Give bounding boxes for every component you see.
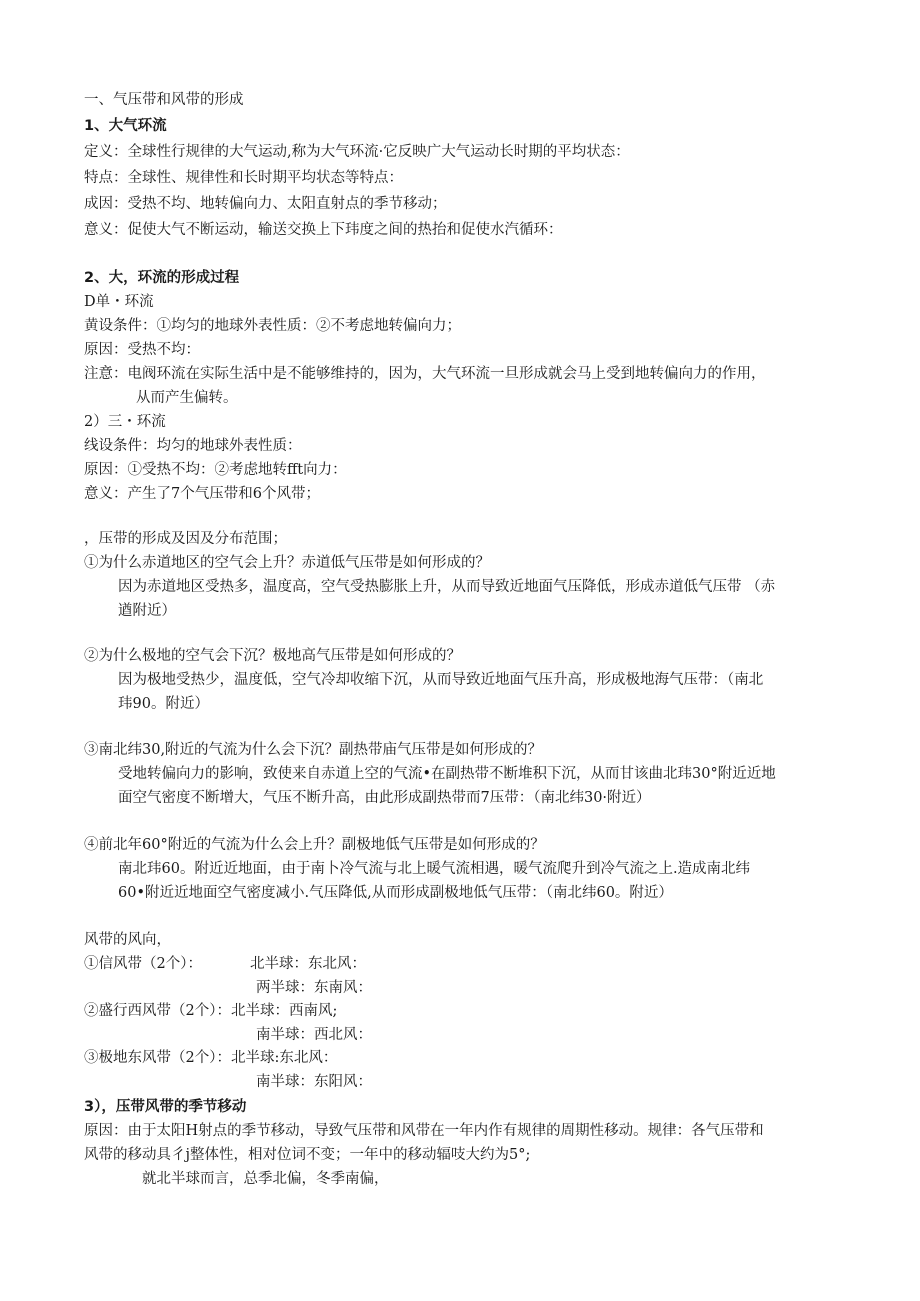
paragraph-line: 意义：产生了7个气压带和6个风带； (84, 486, 320, 502)
paragraph-line: 就北半球而言，总季北偏，冬季南偏， (142, 1171, 389, 1187)
answer-line: 60•附近近地面空气密度减小.气压降低,从而形成副极地低气压带：（南北纬60。附近） (118, 885, 673, 901)
paragraph-line: 意义：促使大气不断运动，输送交换上下玮度之间的热抬和促使水汽循环： (84, 222, 563, 238)
answer-line: 玮90。附近） (118, 696, 209, 712)
wind-direction: 南半球：西北风： (256, 1027, 372, 1043)
paragraph-line: 注意：电阀环流在实际生活中是不能够维持的，因为，大气环流一旦形成就会马上受到地转偏向力的作用， (84, 366, 766, 382)
answer-line: 受地转偏向力的影响，致使来自赤道上空的气流•在副热带不断堆积下沉，从而甘该曲北玮30°附近近地 (118, 766, 776, 782)
question-line: ②为什么极地的空气会下沉？极地高气压带是如何形成的？ (84, 648, 461, 664)
subsection-heading: 2）三・环流 (84, 414, 166, 430)
subsection-heading: 2、大，环流的形成过程 (84, 270, 240, 286)
paragraph-line: 原因：由于太阳H射点的季节移动，导致气压带和风带在一年内作有规律的周期性移动。规律：各气压带和 (84, 1123, 764, 1139)
section-heading: 一、气压带和风带的形成 (84, 92, 244, 108)
wind-direction: 两半球：东南风： (256, 980, 372, 996)
section-heading: 风带的风向， (84, 932, 171, 948)
answer-line: 遒附近） (118, 603, 176, 619)
question-line: ④前北年60°附近的气流为什么会上升？副极地低气压带是如何形成的？ (84, 837, 545, 853)
answer-line: 南北玮60。附近近地面，由于南卜冷气流与北上暖气流相遇，暖气流爬升到冷气流之上.造成南北纬 (118, 861, 751, 877)
paragraph-line: 从而产生偏转。 (136, 390, 238, 406)
paragraph-line: 成因：受热不均、地转偏向力、太阳直射点的季节移动； (84, 196, 447, 212)
question-line: ①为什么赤道地区的空气会上升？赤道低气压带是如何形成的？ (84, 555, 490, 571)
answer-line: 因为赤道地区受热多，温度高，空气受热膨胀上升，从而导致近地面气压降低，形成赤道低气压带 （赤 (118, 579, 776, 595)
wind-belt-label: ①信风带（2个）： (84, 956, 202, 972)
wind-direction: 南半球：东阳风： (256, 1074, 372, 1090)
section-heading: ，压带的形成及因及分布范围； (84, 531, 287, 547)
paragraph-line: 原因：①受热不均：②考虑地转fft向力： (84, 462, 347, 478)
question-line: ③南北纬30,附近的气流为什么会下沉？副热带庙气压带是如何形成的？ (84, 742, 543, 758)
paragraph-line: 定义：全球性行规律的大气运动,称为大气环流·它反映广大气运动长时期的平均状态： (84, 144, 630, 160)
subsection-heading: 3），压带风带的季节移动 (84, 1099, 247, 1115)
wind-belt-label: ②盛行西风带（2个）：北半球：西南风; (84, 1003, 338, 1019)
wind-direction: 北半球：东北风： (250, 956, 366, 972)
wind-belt-label: ③极地东风带（2个）：北半球:东北风： (84, 1050, 338, 1066)
paragraph-line: 线设条件：均匀的地球外表性质： (84, 438, 302, 454)
paragraph-line: 风带的移动具彳j整体性，相对位词不变；一年中的移动辐吱大约为5°; (84, 1147, 531, 1163)
answer-line: 面空气密度不断增大，气压不断升高，由此形成副热带而7压带：（南北纬30·附近） (118, 790, 651, 806)
paragraph-line: 原因：受热不均： (84, 342, 200, 358)
answer-line: 因为极地受热少，温度低，空气冷却收缩下沉，从而导致近地面气压升高，形成极地海气压带：（南北 (118, 672, 764, 688)
subsection-heading: 1、大气环流 (84, 118, 167, 134)
paragraph-line: 黄设条件：①均匀的地球外表性质：②不考虑地转偏向力； (84, 318, 461, 334)
paragraph-line: 特点：全球性、规律性和长时期平均状态等特点： (84, 170, 403, 186)
subsection-heading: D单・环流 (84, 294, 154, 310)
